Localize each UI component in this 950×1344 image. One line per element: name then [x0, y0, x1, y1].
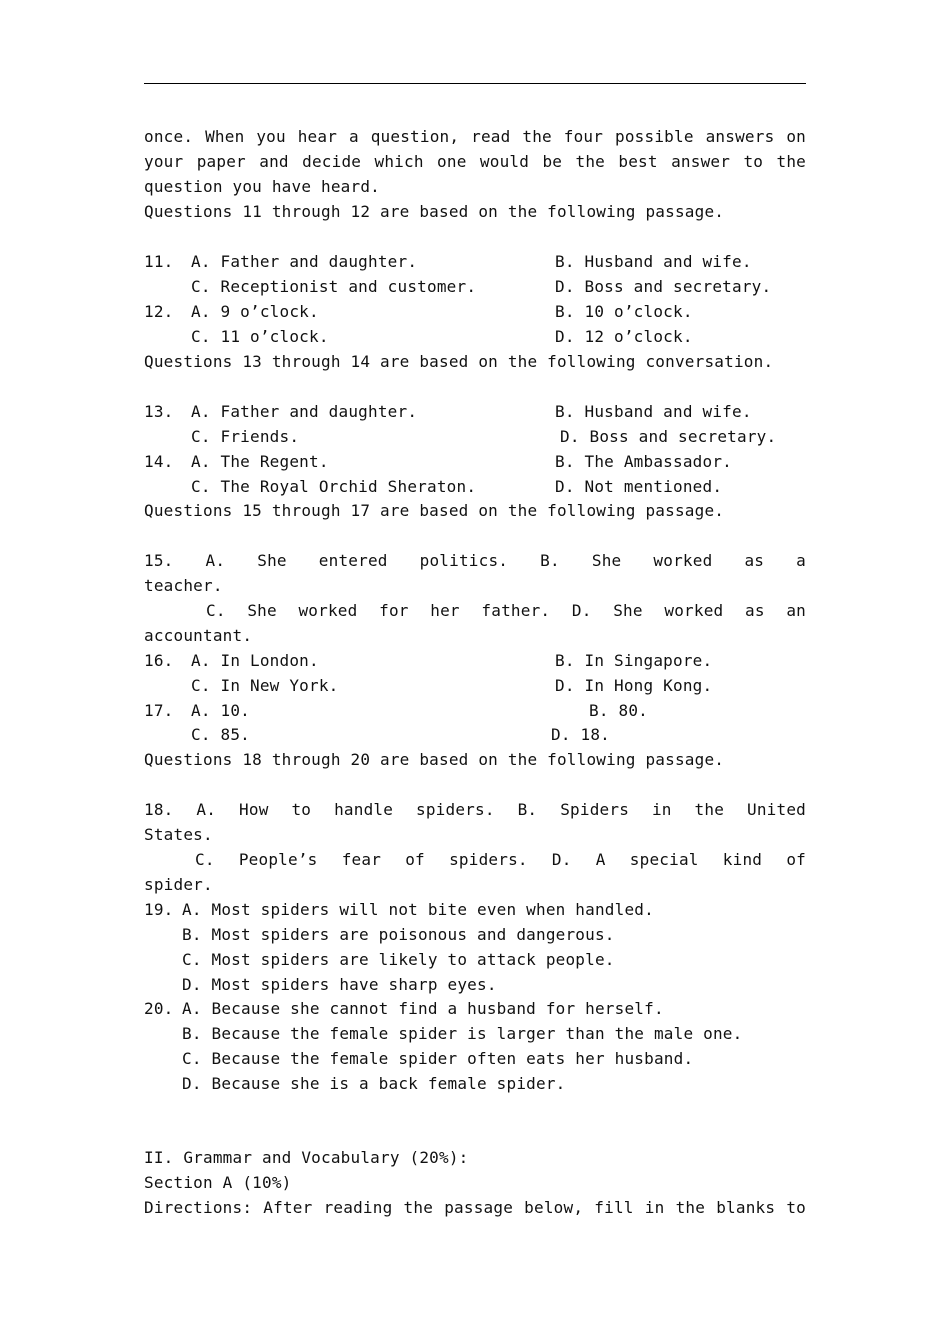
option-c: C. Receptionist and customer.: [191, 277, 477, 296]
option-c: C. Friends.: [191, 427, 300, 446]
option-d: D. Because she is a back female spider.: [182, 1074, 566, 1093]
directions-text: Directions: After reading the passage below, fill in the blanks to: [144, 1198, 806, 1217]
option-b: B. Husband and wife.: [555, 252, 752, 271]
question-number: 12.: [144, 302, 174, 321]
question-18-line-2: States.: [144, 825, 213, 844]
option-b: B. Because the female spider is larger than the male one.: [182, 1024, 743, 1043]
option-d: D. In Hong Kong.: [555, 676, 713, 695]
question-18-line-1: 18. A. How to handle spiders. B. Spiders in the United: [144, 800, 806, 819]
question-number: 14.: [144, 452, 174, 471]
option-c: C. In New York.: [191, 676, 339, 695]
option-a: A. Father and daughter.: [191, 402, 418, 421]
instructions-line-3: question you have heard.: [144, 177, 380, 196]
option-a: A. Because she cannot find a husband for herself.: [182, 999, 664, 1018]
option-b: B. In Singapore.: [555, 651, 713, 670]
option-d: D. 12 o’clock.: [555, 327, 693, 346]
option-c: C. 85.: [191, 725, 250, 744]
option-c: C. Because the female spider often eats her husband.: [182, 1049, 694, 1068]
section-title: II. Grammar and Vocabulary (20%):: [144, 1148, 469, 1167]
option-b: B. 80.: [589, 701, 648, 720]
option-a: A. 9 o’clock.: [191, 302, 319, 321]
question-15-line-1: 15. A. She entered politics. B. She worked as a: [144, 551, 806, 570]
question-number: 11.: [144, 252, 174, 271]
question-set-heading: Questions 18 through 20 are based on the following passage.: [144, 750, 725, 769]
question-15-line-2: teacher.: [144, 576, 223, 595]
question-number: 19.: [144, 900, 174, 919]
question-18-line-3: C. People’s fear of spiders. D. A special kind of: [195, 850, 806, 869]
option-c: C. The Royal Orchid Sheraton.: [191, 477, 477, 496]
question-set-heading: Questions 15 through 17 are based on the following passage.: [144, 501, 725, 520]
question-number: 20.: [144, 999, 174, 1018]
option-d: D. Boss and secretary.: [560, 427, 777, 446]
option-c: C. 11 o’clock.: [191, 327, 329, 346]
option-d: D. Boss and secretary.: [555, 277, 772, 296]
section-subtitle: Section A (10%): [144, 1173, 292, 1192]
option-a: A. 10.: [191, 701, 250, 720]
header-rule: [144, 83, 806, 84]
instructions-line-1: once. When you hear a question, read the four possible answers on: [144, 127, 806, 146]
question-15-line-3: C. She worked for her father. D. She worked as an: [206, 601, 806, 620]
question-18-line-4: spider.: [144, 875, 213, 894]
option-b: B. 10 o’clock.: [555, 302, 693, 321]
option-a: A. Most spiders will not bite even when handled.: [182, 900, 654, 919]
option-d: D. 18.: [551, 725, 610, 744]
question-number: 16.: [144, 651, 174, 670]
option-d: D. Not mentioned.: [555, 477, 723, 496]
option-a: A. Father and daughter.: [191, 252, 418, 271]
option-b: B. The Ambassador.: [555, 452, 732, 471]
option-b: B. Husband and wife.: [555, 402, 752, 421]
question-number: 17.: [144, 701, 174, 720]
question-number: 13.: [144, 402, 174, 421]
instructions-line-2: your paper and decide which one would be the best answer to the: [144, 152, 806, 171]
option-a: A. In London.: [191, 651, 319, 670]
option-d: D. Most spiders have sharp eyes.: [182, 975, 497, 994]
option-c: C. Most spiders are likely to attack people.: [182, 950, 615, 969]
option-b: B. Most spiders are poisonous and dangerous.: [182, 925, 615, 944]
option-a: A. The Regent.: [191, 452, 329, 471]
question-set-heading: Questions 11 through 12 are based on the following passage.: [144, 202, 725, 221]
question-set-heading: Questions 13 through 14 are based on the following conversation.: [144, 352, 774, 371]
question-15-line-4: accountant.: [144, 626, 253, 645]
